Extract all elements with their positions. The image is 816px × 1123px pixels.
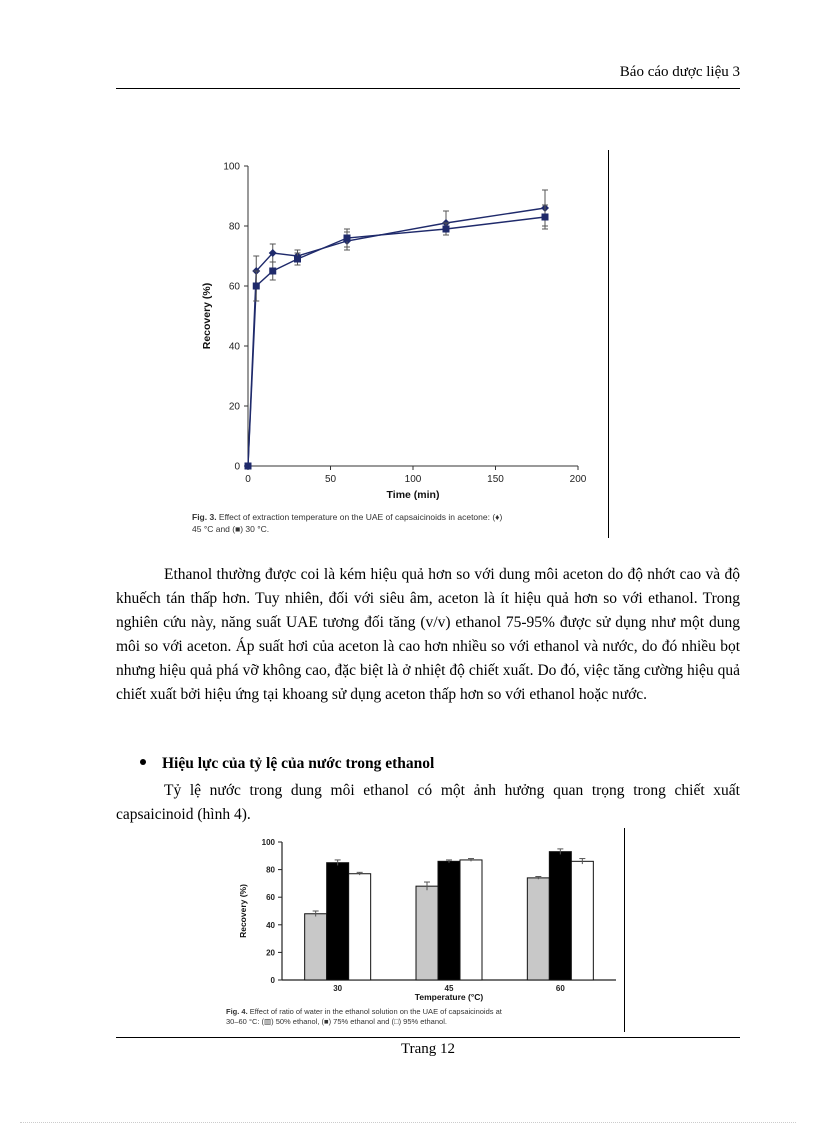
page-number: Trang 12 (400, 1041, 456, 1057)
figure1-caption-label: Fig. 3. (192, 512, 217, 522)
x-tick-label: 0 (245, 474, 251, 485)
bar (349, 874, 371, 980)
paragraph-acetone-vs-ethanol: Ethanol thường được coi là kém hiệu quả hơn so với dung môi aceton do độ nhớt cao và độ khuếch tán thấp hơn. Tuy nhiên, đối với siêu âm, aceton là ít hiệu quả hơn so với ethanol. Trong nghiên cứu này, năng suất UAE tương đối tăng (v/v) ethanol 75-95% được sử dụng như một dung môi so với aceton. Áp suất hơi của aceton là cao hơn nhiều so với ethanol và nước, do đó nhiều bọt nhưng hiệu quả phá vỡ không cao, đặc biệt là ở nhiệt độ chiết xuất. Do đó, việc tăng cường hiệu quả chiết xuất bởi hiệu ứng tại khoang sử dụng aceton thấp hơn so với ethanol hoặc nước. (116, 566, 740, 703)
bullet-dot-icon (140, 759, 146, 765)
figure2-caption-line2: 30–60 °C: (▥) 50% ethanol, (■) 75% ethanol and (□) 95% ethanol. (226, 1017, 447, 1026)
bar (549, 852, 571, 980)
figure2-caption-label: Fig. 4. (226, 1007, 248, 1016)
data-point-square (542, 214, 549, 221)
series-line (248, 217, 545, 466)
figure1-caption-text: Effect of extraction temperature on the UAE of capsaicinoids in acetone: (♦) (216, 512, 503, 522)
y-axis-label: Recovery (%) (201, 282, 213, 350)
y-tick-label: 40 (228, 341, 240, 353)
bar (305, 914, 327, 980)
y-tick-label: 100 (223, 161, 240, 173)
y-tick-label: 80 (228, 221, 240, 233)
figure1-line-chart (186, 150, 606, 540)
bar (571, 861, 593, 980)
bar (327, 863, 349, 980)
y-tick-label: 60 (266, 893, 275, 903)
figure2-bar-chart (224, 830, 622, 1030)
bar (527, 878, 549, 980)
header-divider (116, 88, 740, 89)
figure1-right-border (608, 150, 609, 538)
x-tick-label: 60 (555, 984, 565, 993)
figure2-caption-text: Effect of ratio of water in the ethanol solution on the UAE of capsaicinoids at (247, 1007, 502, 1016)
y-tick-label: 0 (270, 976, 275, 985)
data-point-square (443, 226, 450, 233)
data-point-square (344, 235, 351, 242)
x-tick-label: 100 (404, 474, 422, 485)
figure1-caption (192, 512, 503, 522)
x-tick-label: 150 (487, 474, 504, 485)
y-tick-label: 100 (261, 838, 275, 847)
x-tick-label: 30 (333, 984, 343, 993)
series-line (248, 208, 545, 466)
data-point-square (269, 268, 276, 275)
x-tick-label: 45 (444, 984, 454, 993)
bar (416, 886, 438, 980)
figure2-caption (226, 1007, 503, 1016)
y-tick-label: 0 (234, 461, 240, 473)
figure1-caption-line2: 45 °C and (■) 30 °C. (192, 524, 270, 534)
y-tick-label: 60 (228, 281, 240, 293)
bullet-heading (140, 755, 434, 773)
data-point-square (245, 463, 252, 470)
x-axis-label: Temperature (°C) (414, 992, 484, 1002)
figure2-right-border (624, 828, 625, 1032)
y-axis-label: Recovery (%) (238, 884, 248, 938)
x-tick-label: 50 (324, 474, 337, 485)
y-tick-label: 40 (266, 920, 275, 930)
y-tick-label: 80 (266, 865, 275, 875)
data-point-square (253, 283, 260, 290)
page-header: Báo cáo dược liệu 3 (619, 64, 740, 80)
footer-divider (116, 1037, 740, 1038)
paragraph-water-ratio: Tỷ lệ nước trong dung môi ethanol có một ảnh hưởng quan trọng trong chiết xuất capsaicinoid (hình 4). (116, 782, 740, 823)
bar (460, 860, 482, 980)
bullet-heading-text: Hiệu lực của tỷ lệ của nước trong ethanol (162, 755, 435, 772)
data-point-square (294, 256, 301, 263)
y-tick-label: 20 (266, 948, 275, 958)
bar (438, 861, 460, 980)
x-axis-label: Time (min) (386, 489, 440, 501)
y-tick-label: 20 (228, 401, 240, 413)
x-tick-label: 200 (569, 474, 587, 485)
